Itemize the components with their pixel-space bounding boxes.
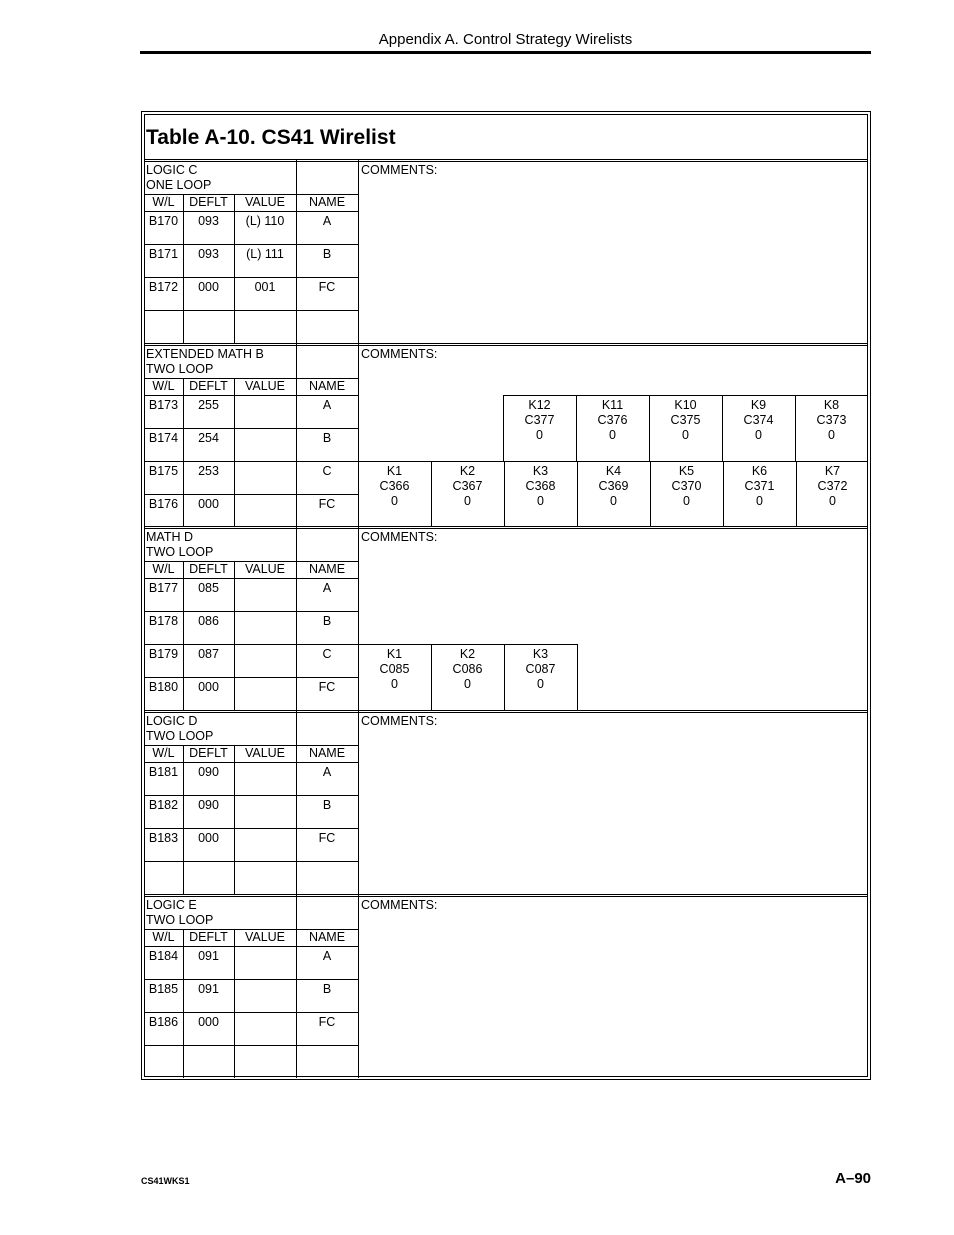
constants-rule [358,644,577,645]
row-cell: 091 [198,982,219,996]
constant-value: K3 [532,647,549,661]
row-cell: 086 [198,614,219,628]
column-header-bottom-rule [144,762,358,763]
row-rule [144,677,358,678]
column-header-name: NAME [308,379,346,393]
row-cell: B [322,798,332,812]
row-cell: B [322,247,332,261]
row-rule [144,277,358,278]
row-cell: B175 [148,464,179,478]
section-top-rule [144,345,868,346]
row-cell: 087 [198,647,219,661]
constant-value: 0 [755,428,762,442]
constants-rule [358,461,868,462]
row-rule [144,494,358,495]
row-cell: B [322,614,332,628]
column-header-value: VALUE [244,379,286,393]
column-header-bottom-rule [144,946,358,947]
row-cell: 000 [198,831,219,845]
comments-label: COMMENTS: [361,163,438,177]
column-header-name: NAME [308,930,346,944]
row-cell: 090 [198,765,219,779]
comments-label: COMMENTS: [361,347,438,361]
constant-value: C085 [379,662,410,676]
constant-value: 0 [391,677,398,691]
row-cell: FC [318,497,336,511]
section-title-line1: LOGIC D [146,714,198,728]
row-cell: B174 [148,431,179,445]
row-cell: FC [318,280,336,294]
column-header-wl: W/L [152,746,175,760]
row-cell: B [322,431,332,445]
constant-value: K8 [823,398,840,412]
row-cell: B186 [148,1015,179,1029]
constant-value: C370 [671,479,702,493]
constant-value: 0 [464,677,471,691]
section-top-rule [144,712,868,713]
row-cell: 255 [198,398,219,412]
constant-value: C369 [598,479,629,493]
column-header-wl: W/L [152,930,175,944]
row-cell: B180 [148,680,179,694]
constant-value: 0 [464,494,471,508]
section-title-line1: LOGIC E [146,898,197,912]
constant-value: C377 [524,413,555,427]
row-cell: A [322,765,332,779]
row-cell: A [322,214,332,228]
header-rule [140,51,871,54]
row-cell: 253 [198,464,219,478]
row-cell: C [322,647,332,661]
column-header-deflt: DEFLT [189,746,228,760]
row-cell: B182 [148,798,179,812]
row-rule [144,979,358,980]
row-rule [144,644,358,645]
column-header-wl: W/L [152,379,175,393]
column-header-deflt: DEFLT [189,195,228,209]
constant-value: C372 [817,479,848,493]
section-top-rule [144,896,868,897]
column-header-deflt: DEFLT [189,930,228,944]
constant-value: 0 [609,428,616,442]
row-rule [144,795,358,796]
constant-value: K6 [751,464,768,478]
constant-value: C374 [743,413,774,427]
row-cell: A [322,581,332,595]
row-rule [144,828,358,829]
row-cell: C [322,464,332,478]
section-top-rule [144,343,868,344]
constant-value: K1 [386,647,403,661]
constant-value: C087 [525,662,556,676]
row-cell: FC [318,1015,336,1029]
column-header-name: NAME [308,195,346,209]
row-cell: B [322,982,332,996]
constant-value: K4 [605,464,622,478]
comments-label: COMMENTS: [361,714,438,728]
constant-value: C086 [452,662,483,676]
column-header-name: NAME [308,746,346,760]
constant-value: K12 [528,398,551,412]
row-rule [144,861,358,862]
constant-value: C373 [816,413,847,427]
row-cell: FC [318,831,336,845]
constant-value: K2 [459,647,476,661]
constant-value: 0 [537,494,544,508]
constant-value: C376 [597,413,628,427]
column-header-wl: W/L [152,195,175,209]
row-cell: B183 [148,831,179,845]
constant-value: K11 [601,398,624,412]
footer-doc-id: CS41WKS1 [141,1176,190,1186]
row-cell: B173 [148,398,179,412]
constant-value: 0 [537,677,544,691]
row-cell: 093 [198,247,219,261]
section-title-line2: TWO LOOP [146,545,214,559]
row-cell: 085 [198,581,219,595]
section-top-rule [144,894,868,895]
section-top-rule [144,526,868,527]
constant-value: C375 [670,413,701,427]
constant-value: K10 [674,398,697,412]
row-cell: 000 [198,497,219,511]
constant-value: C371 [744,479,775,493]
constant-value: K2 [459,464,476,478]
row-rule [144,611,358,612]
row-cell: B178 [148,614,179,628]
column-header-bottom-rule [144,395,358,396]
section-title-line2: ONE LOOP [146,178,212,192]
column-header-value: VALUE [244,195,286,209]
row-rule [144,428,358,429]
row-cell: 001 [254,280,276,294]
row-rule [144,461,358,462]
constant-value: K5 [678,464,695,478]
constant-value: 0 [829,494,836,508]
row-cell: FC [318,680,336,694]
constant-value: C367 [452,479,483,493]
constant-box-divider [577,644,578,710]
column-header-value: VALUE [244,746,286,760]
row-rule [144,1045,358,1046]
row-cell: 093 [198,214,219,228]
constant-value: K9 [750,398,767,412]
section-top-rule [144,528,868,529]
page-header-title: Appendix A. Control Strategy Wirelists [378,31,633,48]
row-cell: B184 [148,949,179,963]
column-header-deflt: DEFLT [189,379,228,393]
constant-value: 0 [391,494,398,508]
section-top-rule [144,161,868,162]
row-cell: 000 [198,680,219,694]
constant-value: 0 [682,428,689,442]
row-cell: 090 [198,798,219,812]
comments-divider [358,160,359,343]
constant-value: C368 [525,479,556,493]
constant-value: 0 [683,494,690,508]
section-title-line2: TWO LOOP [146,913,214,927]
row-cell: B181 [148,765,179,779]
row-rule [144,1012,358,1013]
constant-value: K1 [386,464,403,478]
constant-value: C366 [379,479,410,493]
section-top-rule [144,710,868,711]
row-cell: B177 [148,581,179,595]
column-header-value: VALUE [244,930,286,944]
column-header-bottom-rule [144,211,358,212]
row-cell: B172 [148,280,179,294]
column-header-bottom-rule [144,578,358,579]
constant-value: 0 [610,494,617,508]
section-title-line1: MATH D [146,530,193,544]
section-title-line2: TWO LOOP [146,729,214,743]
column-header-value: VALUE [244,562,286,576]
column-header-name: NAME [308,562,346,576]
row-cell: B185 [148,982,179,996]
row-cell: B171 [148,247,179,261]
row-cell: 091 [198,949,219,963]
comments-divider [358,711,359,894]
constant-value: 0 [756,494,763,508]
row-cell: 000 [198,1015,219,1029]
row-cell: (L) 111 [246,247,284,261]
comments-label: COMMENTS: [361,530,438,544]
row-cell: 254 [198,431,219,445]
section-title-line1: LOGIC C [146,163,198,177]
row-cell: 000 [198,280,219,294]
section-top-rule [144,159,868,160]
constant-value: K3 [532,464,549,478]
table-title: Table A-10. CS41 Wirelist [146,126,396,149]
row-cell: B179 [148,647,179,661]
constant-value: 0 [536,428,543,442]
row-rule [144,244,358,245]
column-header-wl: W/L [152,562,175,576]
comments-divider [358,895,359,1078]
row-cell: A [322,398,332,412]
constant-value: K7 [824,464,841,478]
row-rule [144,310,358,311]
row-cell: (L) 110 [245,214,285,228]
constant-value: 0 [828,428,835,442]
row-cell: B170 [148,214,179,228]
row-cell: A [322,949,332,963]
comments-label: COMMENTS: [361,898,438,912]
footer-page-number: A–90 [835,1170,871,1187]
section-title-line2: TWO LOOP [146,362,214,376]
constants-rule [503,395,868,396]
row-cell: B176 [148,497,179,511]
section-title-line1: EXTENDED MATH B [146,347,264,361]
column-header-deflt: DEFLT [189,562,228,576]
